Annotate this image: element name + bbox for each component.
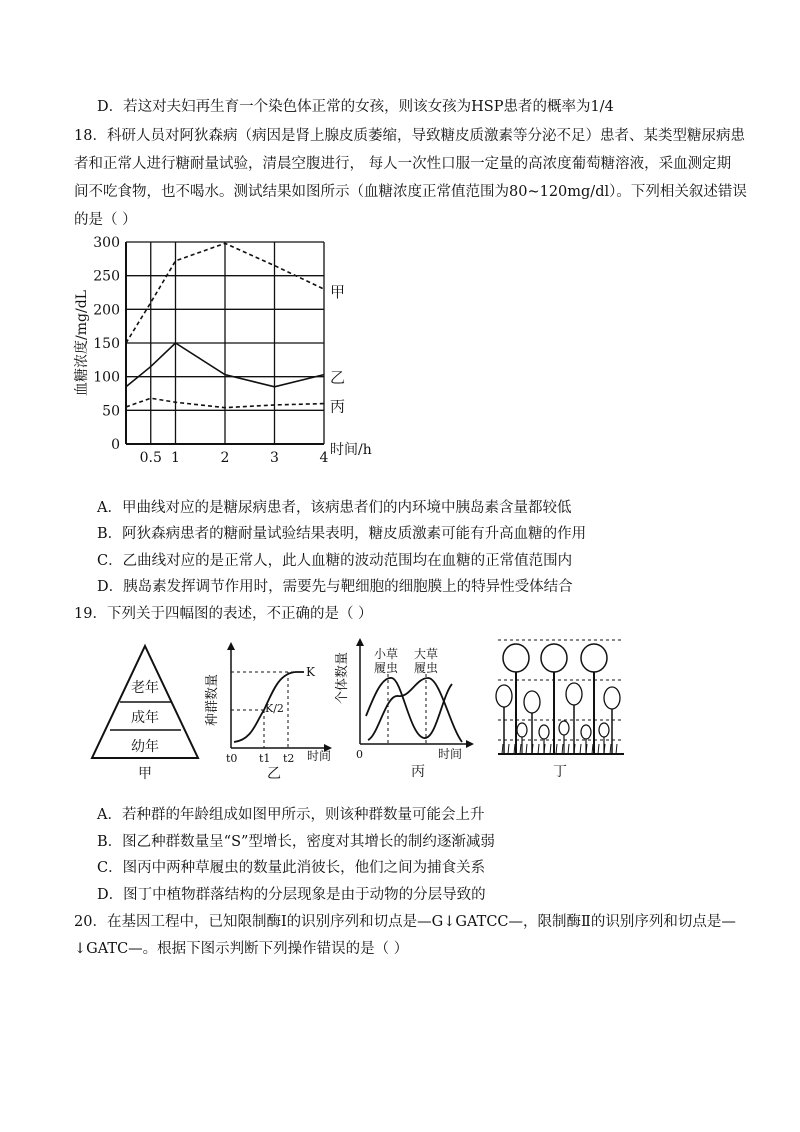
y-tick-label: 200 bbox=[93, 302, 120, 319]
layer-adult: 成年 bbox=[131, 710, 159, 726]
label-t1: t1 bbox=[259, 752, 271, 765]
q20-stem-line1: 20．在基因工程中，已知限制酶Ⅰ的识别序列和切点是—G↓GATCC—，限制酶Ⅱ的识别序列和切点是— bbox=[74, 914, 736, 930]
x-arrow bbox=[466, 740, 474, 748]
grass-blade bbox=[592, 744, 593, 754]
q18-option-a: A．甲曲线对应的是糖尿病患者，该病患者们的内环境中胰岛素含量都较低 bbox=[97, 500, 572, 516]
y-tick-label: 50 bbox=[102, 403, 120, 420]
caption-jia: 甲 bbox=[138, 766, 152, 782]
figure-ding-forest bbox=[494, 634, 630, 780]
grass-blade bbox=[520, 744, 521, 754]
y-arrow bbox=[356, 638, 364, 646]
x-tick-label: 3 bbox=[270, 450, 279, 466]
grass-blade bbox=[616, 744, 617, 754]
q17-option-d: D．若这对夫妇再生育一个染色体正常的女孩，则该女孩为HSP患者的概率为1/4 bbox=[97, 99, 614, 115]
tree-crown bbox=[566, 683, 582, 705]
shrub-crown bbox=[559, 721, 569, 735]
caption-ding: 丁 bbox=[553, 764, 567, 780]
label-population: 种群数量 bbox=[205, 673, 220, 727]
shrub-crown bbox=[599, 723, 609, 737]
x-axis-label: 时间/h bbox=[330, 442, 372, 458]
q18-stem-line4: 的是（ ） bbox=[74, 212, 137, 228]
label-small-2: 履虫 bbox=[374, 661, 399, 675]
series-label-乙: 乙 bbox=[330, 368, 346, 387]
caption-bing: 丙 bbox=[411, 764, 425, 780]
y-tick-label: 250 bbox=[93, 268, 120, 285]
tree-crown bbox=[581, 644, 607, 672]
grass-blade bbox=[598, 744, 599, 754]
grass-blade bbox=[514, 744, 515, 754]
grass-blade bbox=[568, 744, 569, 754]
layer-old: 老年 bbox=[131, 680, 159, 696]
tree-group bbox=[496, 644, 620, 754]
q18-option-d: D．胰岛素发挥调节作用时，需要先与靶细胞的细胞膜上的特异性受体结合 bbox=[97, 579, 573, 595]
glucose-chart bbox=[60, 228, 400, 468]
grass-blade bbox=[556, 744, 557, 754]
y-tick-label: 100 bbox=[93, 369, 120, 386]
grass-blade bbox=[610, 744, 611, 754]
grass-blade bbox=[508, 744, 509, 754]
x-tick-label: 2 bbox=[220, 450, 230, 466]
grass-blade bbox=[562, 744, 563, 754]
label-t2: t2 bbox=[283, 752, 295, 765]
grass-blade bbox=[550, 744, 551, 754]
q19-option-c: C．图丙中两种草履虫的数量此消彼长，他们之间为捕食关系 bbox=[97, 860, 486, 876]
label-k2: K/2 bbox=[265, 702, 284, 715]
series-label-丙: 丙 bbox=[330, 397, 346, 416]
grass-blade bbox=[580, 744, 581, 754]
chart-labels bbox=[73, 235, 372, 466]
q18-stem-line2: 者和正常人进行糖耐量试验，清晨空腹进行， 每人一次性口服一定量的高浓度葡萄糖溶液，采血测定期 bbox=[74, 156, 732, 172]
tree-crown bbox=[496, 685, 512, 707]
q19-stem: 19．下列关于四幅图的表述，不正确的是（ ） bbox=[74, 606, 373, 622]
q18-stem-line1: 18．科研人员对阿狄森病（病因是肾上腺皮质萎缩，导致糖皮质激素等分泌不足）患者、某类型糖尿病患 bbox=[74, 128, 745, 144]
y-arrow bbox=[227, 642, 235, 650]
layer-young: 幼年 bbox=[131, 739, 159, 755]
q18-option-b: B．阿狄森病患者的糖耐量试验结果表明，糖皮质激素可能有升高血糖的作用 bbox=[97, 526, 587, 542]
y-axis-label: 血糖浓度/mg/dL bbox=[74, 290, 90, 396]
label-zero: 0 bbox=[356, 748, 363, 761]
caption-yi: 乙 bbox=[267, 766, 281, 782]
label-t0: t0 bbox=[226, 752, 238, 765]
shrub-crown bbox=[517, 723, 527, 737]
tree-crown bbox=[541, 644, 567, 672]
label-count: 个体数量 bbox=[335, 651, 350, 705]
grass-blade bbox=[538, 744, 539, 754]
y-tick-label: 0 bbox=[111, 437, 120, 453]
tree-crown bbox=[503, 644, 529, 672]
x-tick-label: 4 bbox=[319, 450, 329, 466]
q19-option-b: B．图乙种群数量呈“S”型增长，密度对其增长的制约逐渐减弱 bbox=[97, 834, 495, 850]
figure-jia-pyramid bbox=[90, 640, 210, 780]
curve-small-paramecium bbox=[366, 678, 452, 738]
curve-large-paramecium bbox=[368, 678, 462, 742]
q18-option-c: C．乙曲线对应的是正常人，此人血糖的波动范围均在血糖的正常值范围内 bbox=[97, 553, 573, 569]
grass-blade bbox=[526, 744, 527, 754]
chart-grid bbox=[126, 242, 324, 444]
q19-option-a: A．若种群的年龄组成如图甲所示，则该种群数量可能会上升 bbox=[97, 807, 485, 823]
x-tick-label: 0.5 bbox=[139, 450, 162, 466]
label-small-1: 小草 bbox=[374, 647, 399, 661]
x-tick-label: 1 bbox=[171, 450, 180, 466]
label-k: K bbox=[306, 665, 315, 679]
figure-yi-s-curve bbox=[204, 640, 334, 780]
tree-crown bbox=[524, 691, 540, 713]
shrub-crown bbox=[581, 725, 591, 739]
series-label-甲: 甲 bbox=[330, 283, 346, 302]
label-time: 时间 bbox=[307, 749, 332, 763]
y-tick-label: 300 bbox=[93, 235, 120, 251]
q20-stem-line2: ↓GATC—。根据下图示判断下列操作错误的是（ ） bbox=[74, 941, 409, 957]
label-time: 时间 bbox=[438, 747, 463, 761]
label-large-1: 大草 bbox=[414, 647, 439, 661]
shrub-crown bbox=[539, 725, 549, 739]
y-tick-label: 150 bbox=[93, 336, 120, 352]
tree-crown bbox=[604, 687, 620, 709]
q19-option-d: D．图丁中植物群落结构的分层现象是由于动物的分层导致的 bbox=[97, 887, 486, 903]
q18-stem-line3: 间不吃食物，也不喝水。测试结果如图所示（血糖浓度正常值范围为80~120mg/dl）。下列相关叙述错误 bbox=[74, 184, 747, 200]
figure-bing-oscillation bbox=[335, 636, 478, 780]
grass-blade bbox=[502, 744, 503, 754]
label-large-2: 履虫 bbox=[414, 661, 439, 675]
